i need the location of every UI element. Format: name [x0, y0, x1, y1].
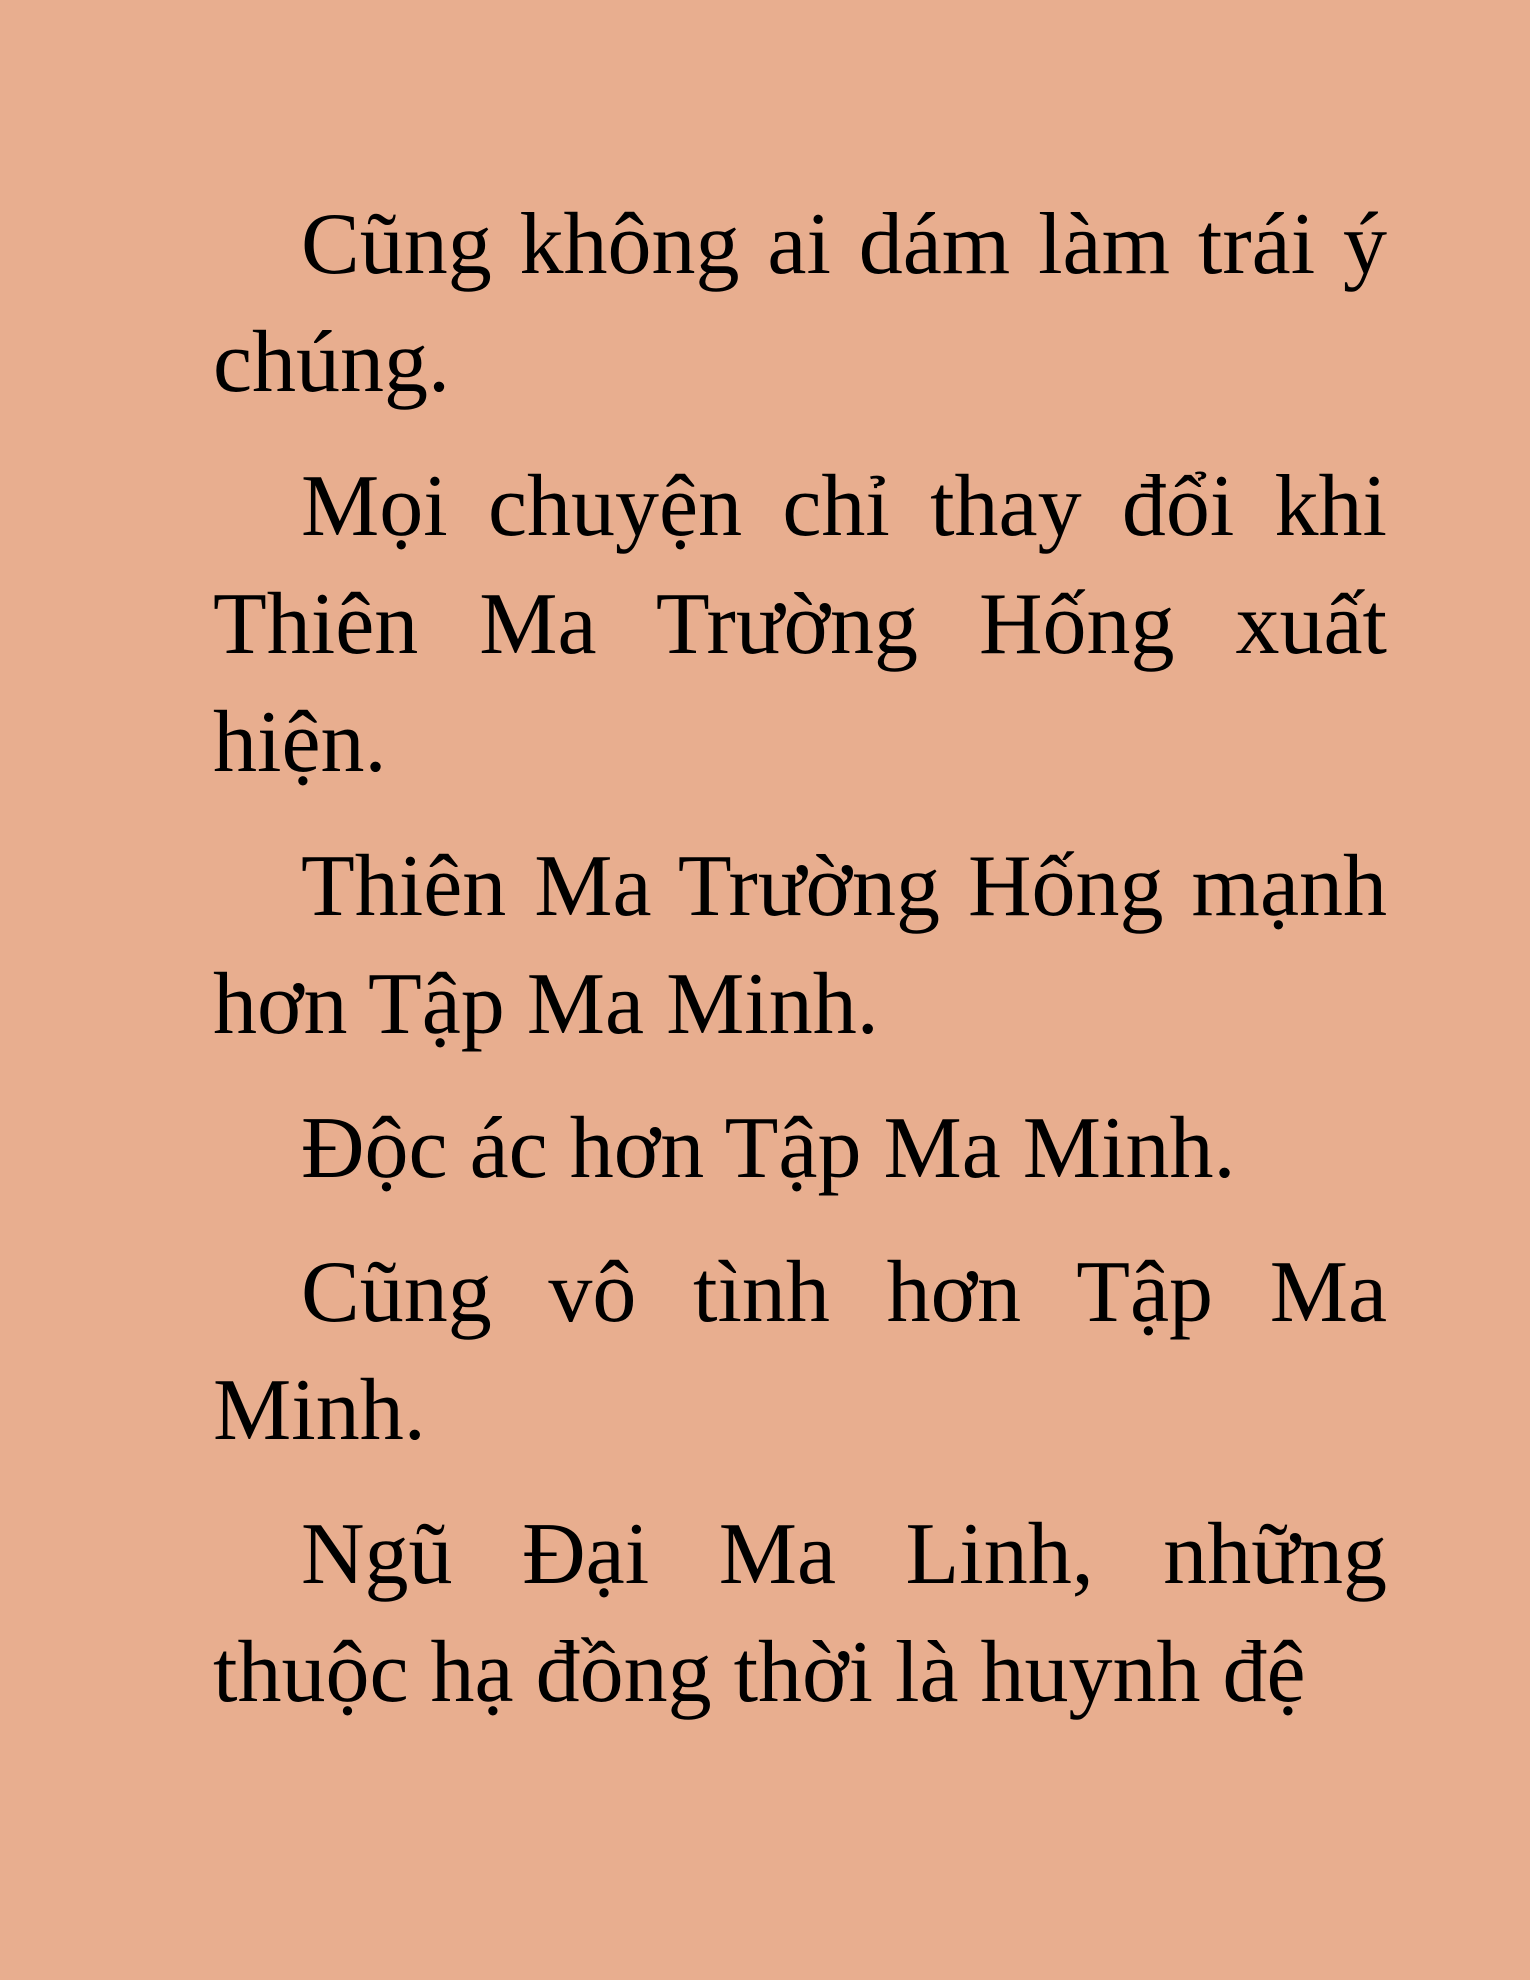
paragraph-5: Cũng vô tình hơn Tập Ma Minh. [213, 1244, 1387, 1459]
document-page [213, 186, 1387, 1758]
paragraph-1: Cũng không ai dám làm trái ý chúng. [213, 196, 1387, 411]
paragraph-4: Độc ác hơn Tập Ma Minh. [301, 1100, 1236, 1197]
paragraph-6: Ngũ Đại Ma Linh, những thuộc hạ đồng thời là huynh đệ [213, 1506, 1387, 1721]
paragraph-2: Mọi chuyện chỉ thay đổi khi Thiên Ma Trường Hống xuất hiện. [213, 458, 1387, 791]
paragraph-3: Thiên Ma Trường Hống mạnh hơn Tập Ma Minh. [213, 838, 1387, 1053]
